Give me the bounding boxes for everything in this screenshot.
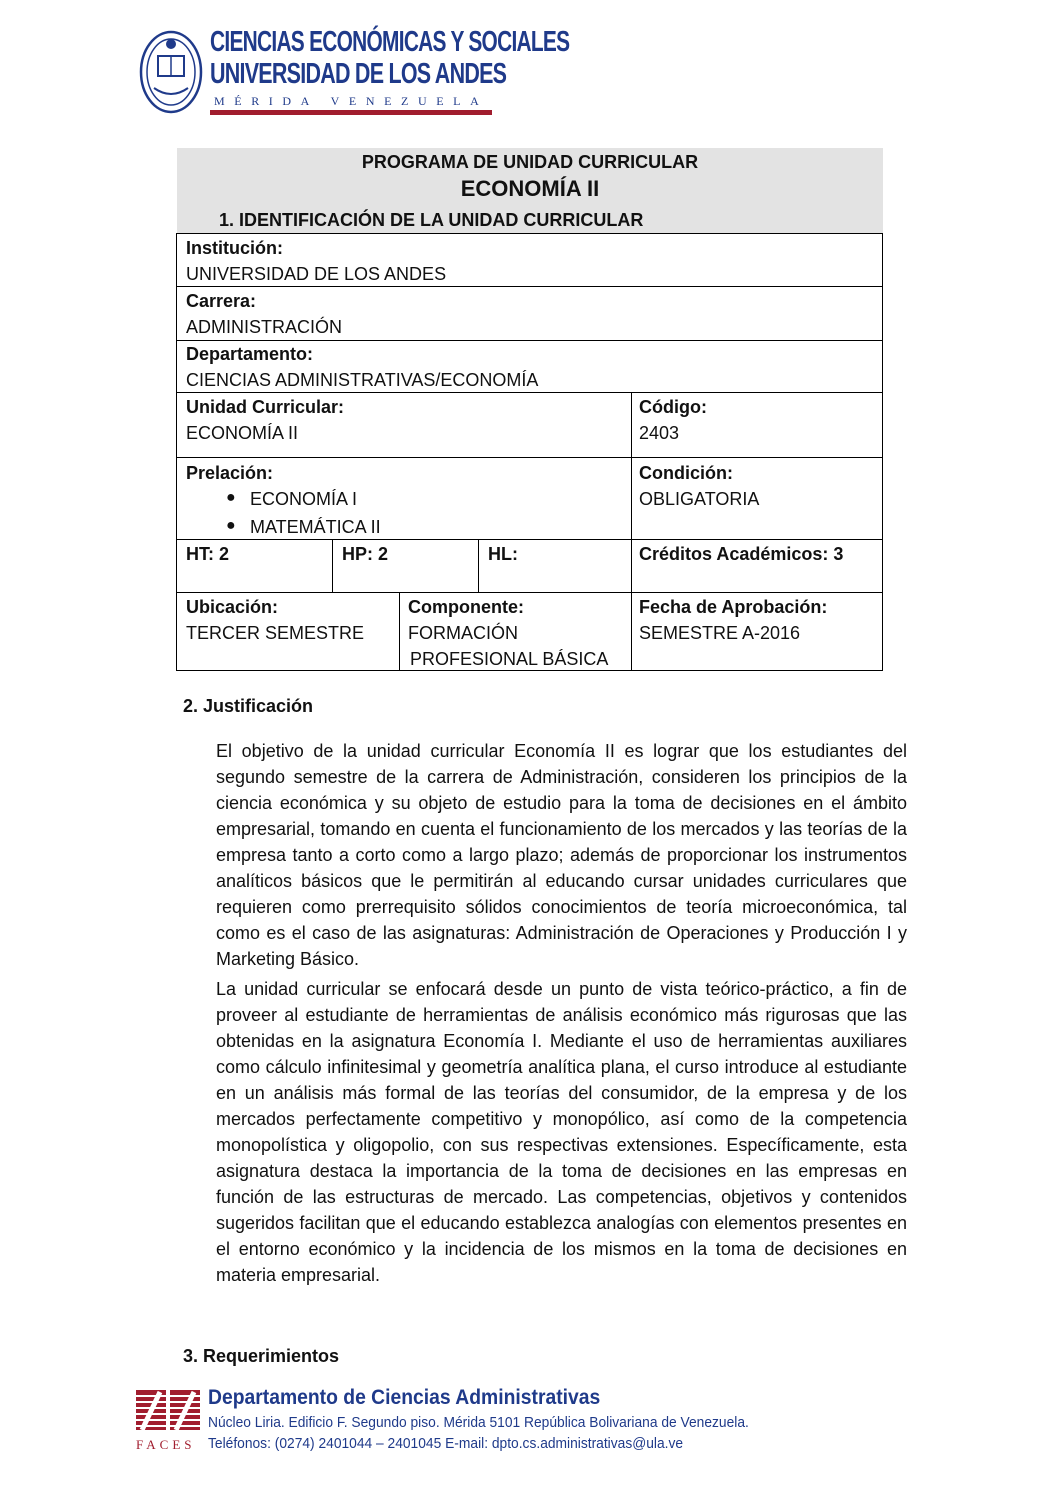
approval-date-label: Fecha de Aprobación: xyxy=(639,597,828,617)
department-footer-title: Departamento de Ciencias Administrativas xyxy=(208,1386,601,1409)
course-unit-value: ECONOMÍA II xyxy=(186,423,299,443)
institution-label: Institución: xyxy=(186,238,283,258)
prerequisite-item: ECONOMÍA I xyxy=(250,489,358,509)
bullet-icon: ● xyxy=(226,517,236,534)
code-value: 2403 xyxy=(639,423,680,443)
component-label: Componente: xyxy=(408,597,524,617)
component-value: FORMACIÓN xyxy=(408,623,518,643)
bullet-icon: ● xyxy=(226,489,236,506)
course-title: ECONOMÍA II xyxy=(460,176,600,201)
justification-paragraph-2: La unidad curricular se enfocará desde un punto de vista teórico-práctico, a fin de proveer al estudiante de herramientas de análisis económico más rigurosas que las obtenidas en la asignatura Economía I. Mediante el uso de herramientas auxiliares como cálculo infinitesimal y geometría analítica plana, el curso introduce al estudiante en un análisis más formal de las teorías del consumidor, de la empresa y de los mercados perfectamente competitivo y monopólico, así como de la competencia monopolística y oligopolio, con sus respectivas extensiones. Específicamente, esta asignatura destaca la importancia de la toma de decisiones en las empresas en función de las estructuras de mercado. Las competencias, objetivos y contenidos sugeridos facilitan que el educando establezca analogías con elementos presentes en el entorno económico y la incidencia de los mismos en la toma de decisiones en materia empresarial. xyxy=(216,979,907,1285)
section-2-heading: 2. Justificación xyxy=(183,696,314,716)
footer-address: Núcleo Liria. Edificio F. Segundo piso. Mérida 5101 República Bolivariana de Venezuela. xyxy=(208,1414,749,1431)
location-text: MÉRIDA VENEZUELA xyxy=(214,94,489,108)
hp-hours: HP: 2 xyxy=(342,544,389,564)
program-title: PROGRAMA DE UNIDAD CURRICULAR xyxy=(361,152,699,172)
academic-credits: Créditos Académicos: 3 xyxy=(639,544,844,564)
prerequisite-item: MATEMÁTICA II xyxy=(250,517,381,537)
identification-table xyxy=(176,233,883,671)
code-label: Código: xyxy=(639,397,707,417)
section-1-heading: 1. IDENTIFICACIÓN DE LA UNIDAD CURRICULAR xyxy=(219,210,644,230)
department-value: CIENCIAS ADMINISTRATIVAS/ECONOMÍA xyxy=(186,370,539,390)
institution-value: UNIVERSIDAD DE LOS ANDES xyxy=(186,264,447,284)
hl-hours: HL: xyxy=(488,544,518,564)
approval-date-value: SEMESTRE A-2016 xyxy=(639,623,801,643)
department-label: Departamento: xyxy=(186,344,314,364)
justification-paragraph-1: El objetivo de la unidad curricular Economía II es lograr que los estudiantes del segundo semestre de la carrera de Administración, consideren los principios de la ciencia económica y su objeto de estudio para la toma de decisiones en el ámbito empresarial, tomando en cuenta el funcionamiento de los mercados y las teorías de la empresa tanto a corto como a largo plazo; además de proporcionar los instrumentos analíticos básicos que le permitirán al educando cursar unidades curriculares que requieren como prerrequisito sólidos conocimientos de teoría microeconómica, tal como es el caso de las asignaturas: Administración de Operaciones y Producción I y Marketing Básico. xyxy=(216,741,907,969)
condition-label: Condición: xyxy=(639,463,733,483)
university-name: UNIVERSIDAD DE LOS ANDES xyxy=(210,58,507,90)
faculty-name: CIENCIAS ECONÓMICAS Y SOCIALES xyxy=(210,26,570,58)
prerequisite-label: Prelación: xyxy=(186,463,274,483)
location-value: TERCER SEMESTRE xyxy=(186,623,365,643)
career-value: ADMINISTRACIÓN xyxy=(186,317,343,337)
university-header xyxy=(138,24,570,116)
career-label: Carrera: xyxy=(186,291,257,311)
footer-contact: Teléfonos: (0274) 2401044 – 2401045 E-mail: dpto.cs.administrativas@ula.ve xyxy=(208,1435,684,1452)
university-seal-icon xyxy=(138,26,204,114)
component-value: PROFESIONAL BÁSICA xyxy=(410,649,609,669)
course-unit-label: Unidad Curricular: xyxy=(186,397,345,417)
ht-hours: HT: 2 xyxy=(186,544,230,564)
condition-value: OBLIGATORIA xyxy=(639,489,760,509)
section-3-heading: 3. Requerimientos xyxy=(183,1346,340,1366)
header-divider xyxy=(210,110,492,115)
location-label: Ubicación: xyxy=(186,597,279,617)
faces-logo-text: FACES xyxy=(136,1437,196,1452)
